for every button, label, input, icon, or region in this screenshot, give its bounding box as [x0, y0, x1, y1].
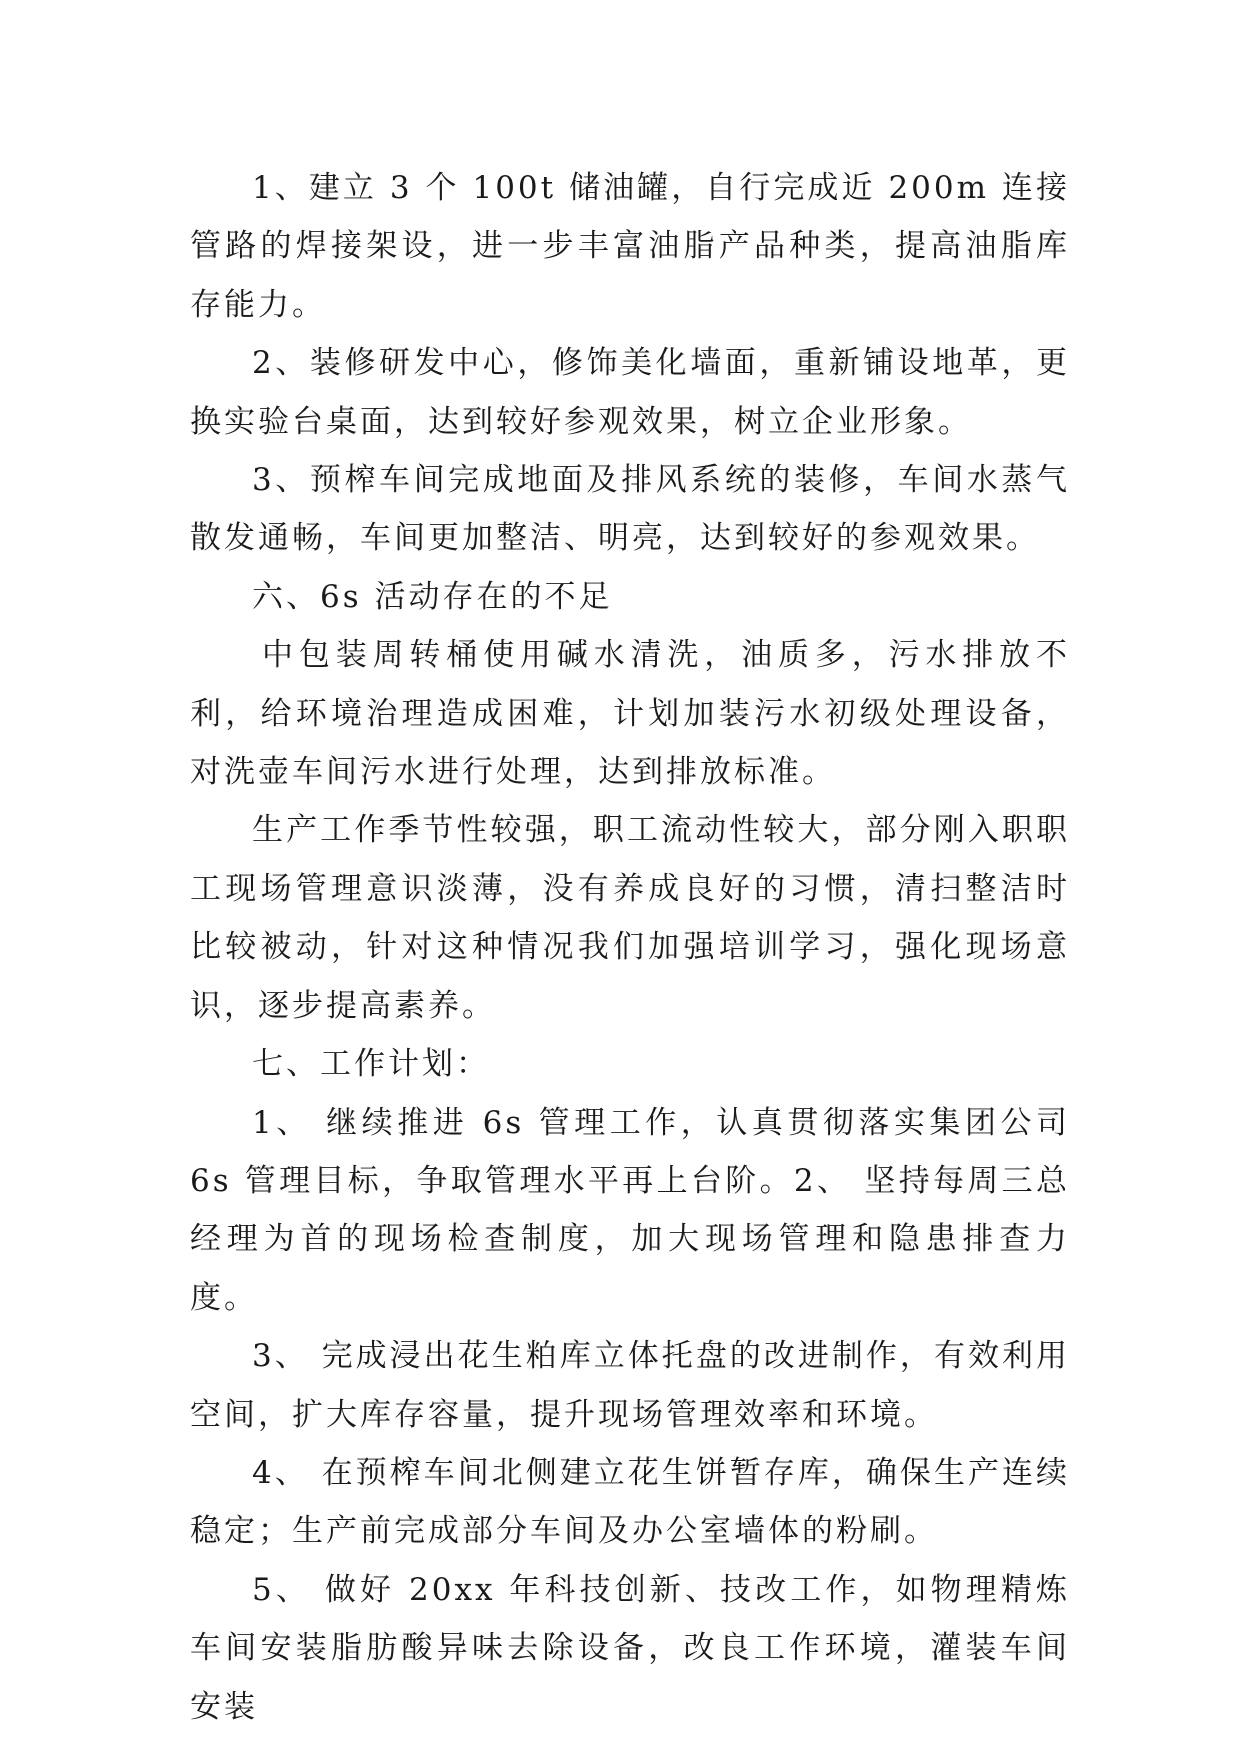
paragraph-plan-5: 5、 做好 20xx 年科技创新、技改工作，如物理精炼车间安装脂肪酸异味去除设备，改良工作环境，灌装车间安装 [190, 1571, 1070, 1725]
paragraph-wastewater: 中包装周转桶使用碱水清洗，油质多，污水排放不利，给环境治理造成困难，计划加装污水初级处理设备，对洗壶车间污水进行处理，达到排放标准。 [190, 637, 1070, 791]
section-heading-shortcomings: 六、6s 活动存在的不足 [252, 578, 613, 615]
paragraph-staff-awareness: 生产工作季节性较强，职工流动性较大，部分刚入职职工现场管理意识淡薄，没有养成良好的习惯，清扫整洁时比较被动，针对这种情况我们加强培训学习，强化现场意识，逐步提高素养。 [190, 812, 1070, 1024]
document-body [190, 159, 1070, 1736]
paragraph-plan-1-2: 1、 继续推进 6s 管理工作，认真贯彻落实集团公司 6s 管理目标，争取管理水平再上台阶。2、 坚持每周三总经理为首的现场检查制度，加大现场管理和隐患排查力度。 [190, 1104, 1070, 1316]
paragraph-plan-4: 4、 在预榨车间北侧建立花生饼暂存库，确保生产连续稳定；生产前完成部分车间及办公室墙体的粉刷。 [190, 1454, 1070, 1550]
paragraph-prepress-workshop: 3、预榨车间完成地面及排风系统的装修，车间水蒸气散发通畅，车间更加整洁、明亮，达到较好的参观效果。 [190, 462, 1070, 557]
paragraph-rd-center: 2、装修研发中心，修饰美化墙面，重新铺设地革，更换实验台桌面，达到较好参观效果，树立企业形象。 [190, 345, 1070, 440]
paragraph-plan-3: 3、 完成浸出花生粕库立体托盘的改进制作，有效利用空间，扩大库存容量，提升现场管理效率和环境。 [190, 1338, 1070, 1433]
paragraph-storage-tanks: 1、建立 3 个 100t 储油罐，自行完成近 200m 连接管路的焊接架设，进一步丰富油脂产品种类，提高油脂库存能力。 [190, 170, 1070, 323]
section-heading-work-plan: 七、工作计划： [252, 1046, 490, 1083]
